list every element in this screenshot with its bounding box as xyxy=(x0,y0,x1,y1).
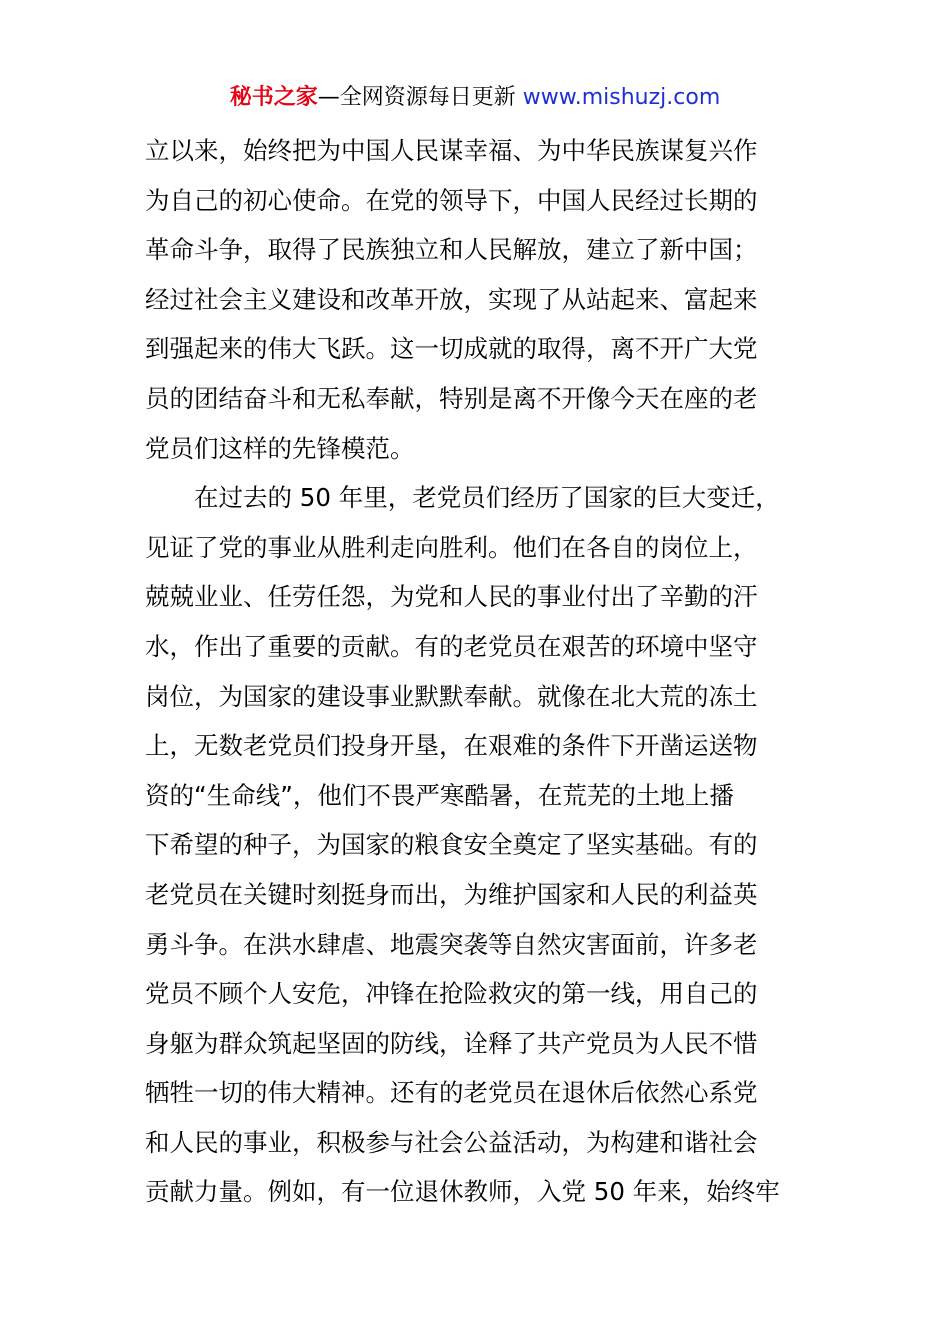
text-line: 革命斗争，取得了民族独立和人民解放，建立了新中国； xyxy=(145,235,758,265)
text-line: 在过去的 50 年里，老党员们经历了国家的巨大变迁， xyxy=(145,483,780,513)
text-line: 贡献力量。例如，有一位退休教师，入党 50 年来，始终牢 xyxy=(145,1177,780,1207)
text-line: 上，无数老党员们投身开垦，在艰难的条件下开凿运送物 xyxy=(145,731,758,761)
text-line: 和人民的事业，积极参与社会公益活动，为构建和谐社会 xyxy=(145,1127,758,1157)
text-line: 员的团结奋斗和无私奉献，特别是离不开像今天在座的老 xyxy=(145,383,758,413)
text-line: 水，作出了重要的贡献。有的老党员在艰苦的环境中坚守 xyxy=(145,631,758,661)
text-line: 党员不顾个人安危，冲锋在抢险救灾的第一线，用自己的 xyxy=(145,979,758,1009)
text-line: 兢兢业业、任劳任怨，为党和人民的事业付出了辛勤的汗 xyxy=(145,582,758,612)
text-line: 勇斗争。在洪水肆虐、地震突袭等自然灾害面前，许多老 xyxy=(145,929,758,959)
document-body xyxy=(145,126,809,1217)
text-line: 老党员在关键时刻挺身而出，为维护国家和人民的利益英 xyxy=(145,879,758,909)
text-line: 到强起来的伟大飞跃。这一切成就的取得，离不开广大党 xyxy=(145,334,758,364)
text-line: 牺牲一切的伟大精神。还有的老党员在退休后依然心系党 xyxy=(145,1078,758,1108)
text-line: 为自己的初心使命。在党的领导下，中国人民经过长期的 xyxy=(145,185,758,215)
text-line: 立以来，始终把为中国人民谋幸福、为中华民族谋复兴作 xyxy=(145,136,758,165)
text-line: 身躯为群众筑起坚固的防线，诠释了共产党员为人民不惜 xyxy=(145,1028,758,1058)
site-header xyxy=(0,80,950,116)
text-line: 见证了党的事业从胜利走向胜利。他们在各自的岗位上， xyxy=(145,532,758,562)
brand-name: 秘书之家 xyxy=(229,85,318,110)
paragraph-1 xyxy=(145,126,809,473)
text-line: 岗位，为国家的建设事业默默奉献。就像在北大荒的冻土 xyxy=(145,681,758,711)
text-line: 经过社会主义建设和改革开放，实现了从站起来、富起来 xyxy=(145,284,758,314)
text-line: 下希望的种子，为国家的粮食安全奠定了坚实基础。有的 xyxy=(145,830,758,860)
site-url-link[interactable]: www.mishuzj.com xyxy=(522,85,721,110)
header-tagline: —全网资源每日更新 xyxy=(317,85,516,110)
text-line: 党员们这样的先锋模范。 xyxy=(145,433,415,463)
text-line: 资的“生命线”，他们不畏严寒酷暑，在荒芜的土地上播 xyxy=(145,780,734,810)
paragraph-2 xyxy=(145,473,809,1217)
